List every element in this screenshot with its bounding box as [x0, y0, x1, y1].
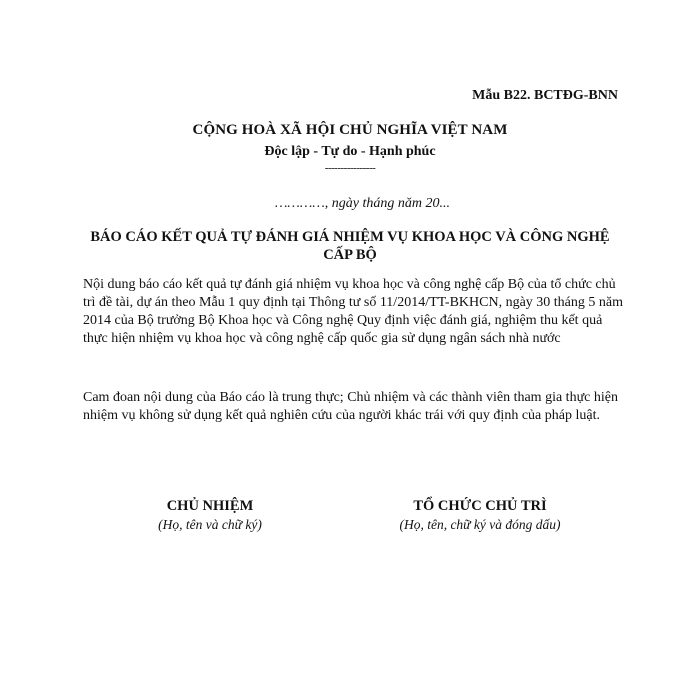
signature-note-chairman: (Họ, tên và chữ ký): [158, 517, 262, 532]
document-title: BÁO CÁO KẾT QUẢ TỰ ĐÁNH GIÁ NHIỆM VỤ KHOA HỌC VÀ CÔNG NGHỆ CẤP BỘ: [90, 229, 610, 263]
signature-block-organization: [380, 496, 580, 534]
date-line: …………, ngày tháng năm 20...: [274, 196, 450, 211]
national-title: CỘNG HOÀ XÃ HỘI CHỦ NGHĨA VIỆT NAM: [192, 122, 508, 138]
signature-role-chairman: CHỦ NHIỆM: [166, 498, 254, 514]
signature-note-organization: (Họ, tên, chữ ký và đóng dấu): [399, 517, 561, 532]
national-motto: Độc lập - Tự do - Hạnh phúc: [264, 144, 436, 159]
header-separator: ----------------: [324, 162, 376, 174]
body-paragraph-commitment: Cam đoan nội dung của Báo cáo là trung thực; Chủ nhiệm và các thành viên tham gia thực hiện nhiệm vụ không sử dụng kết quả nghiên cứu của người khác trái với quy định của pháp luật.: [83, 390, 618, 423]
signature-block-chairman: [130, 496, 290, 534]
signature-role-organization: TỔ CHỨC CHỦ TRÌ: [413, 498, 547, 514]
body-paragraph-content: Nội dung báo cáo kết quả tự đánh giá nhiệm vụ khoa học và công nghệ cấp Bộ của tổ chức chủ trì đề tài, dự án theo Mẫu 1 quy định tại Thông tư số 11/2014/TT-BKHCN, ngày 30 tháng 5 năm 2014 của Bộ trưởng Bộ Khoa học và Công nghệ Quy định việc đánh giá, nghiệm thu kết quả thực hiện nhiệm vụ khoa học và công nghệ cấp quốc gia sử dụng ngân sách nhà nước: [83, 277, 623, 346]
form-code: Mẫu B22. BCTĐG-BNN: [472, 88, 618, 103]
